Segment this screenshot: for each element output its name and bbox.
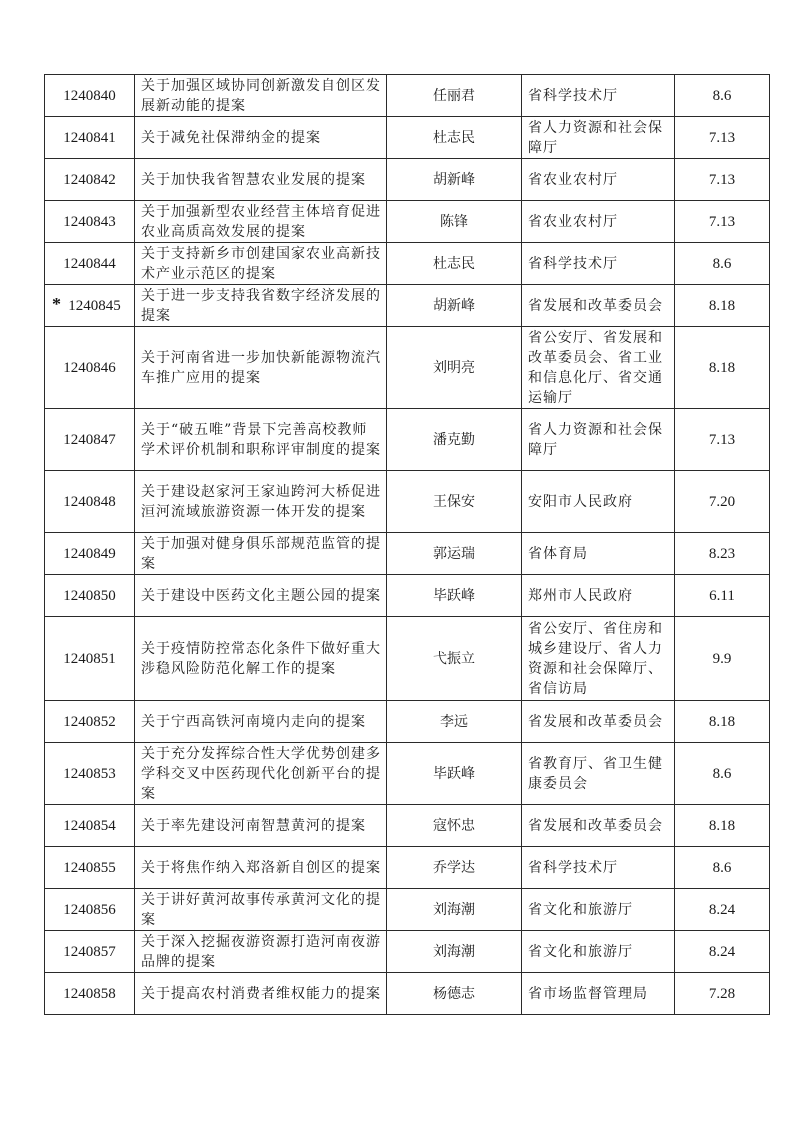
handling-unit-cell: 省教育厅、省卫生健康委员会 <box>522 743 675 805</box>
proposal-title-cell: 关于加强新型农业经营主体培育促进农业高质高效发展的提案 <box>135 201 387 243</box>
table-row <box>45 805 770 847</box>
handling-unit-cell: 安阳市人民政府 <box>522 471 675 533</box>
proposer-name-cell: 杜志民 <box>387 243 522 285</box>
proposal-number: 1240846 <box>63 359 116 376</box>
reply-date-cell: 8.18 <box>675 805 770 847</box>
proposer-name-cell: 刘明亮 <box>387 327 522 409</box>
proposal-number: 1240851 <box>63 650 116 667</box>
handling-unit-cell: 省发展和改革委员会 <box>522 285 675 327</box>
proposal-number: 1240848 <box>63 493 116 510</box>
proposal-number: 1240840 <box>63 87 116 104</box>
table-row <box>45 285 770 327</box>
handling-unit-cell: 省市场监督管理局 <box>522 973 675 1015</box>
proposal-number-cell <box>45 409 135 471</box>
proposal-number: 1240855 <box>63 859 116 876</box>
proposal-title-cell: 关于讲好黄河故事传承黄河文化的提案 <box>135 889 387 931</box>
proposal-number: 1240841 <box>63 129 116 146</box>
proposal-title-cell: 关于率先建设河南智慧黄河的提案 <box>135 805 387 847</box>
reply-date-cell: 7.13 <box>675 117 770 159</box>
reply-date-cell: 8.6 <box>675 743 770 805</box>
reply-date-cell: 8.24 <box>675 931 770 973</box>
table-row <box>45 575 770 617</box>
proposal-number: 1240857 <box>63 943 116 960</box>
proposer-name-cell: 潘克勤 <box>387 409 522 471</box>
proposal-number: 1240845 <box>68 297 121 314</box>
reply-date-cell: 8.18 <box>675 327 770 409</box>
proposal-number: 1240847 <box>63 431 116 448</box>
proposal-title-cell: 关于支持新乡市创建国家农业高新技术产业示范区的提案 <box>135 243 387 285</box>
reply-date-cell: 8.6 <box>675 75 770 117</box>
table-row <box>45 75 770 117</box>
handling-unit-cell: 郑州市人民政府 <box>522 575 675 617</box>
proposal-number: 1240852 <box>63 713 116 730</box>
proposal-title-cell: 关于加强对健身俱乐部规范监管的提案 <box>135 533 387 575</box>
proposal-number: 1240843 <box>63 213 116 230</box>
proposal-title-cell: 关于河南省进一步加快新能源物流汽车推广应用的提案 <box>135 327 387 409</box>
proposal-number: 1240853 <box>63 765 116 782</box>
proposer-name-cell: 胡新峰 <box>387 285 522 327</box>
proposal-number: 1240849 <box>63 545 116 562</box>
proposal-title-cell: 关于建设赵家河王家辿跨河大桥促进洹河流域旅游资源一体开发的提案 <box>135 471 387 533</box>
table-row <box>45 243 770 285</box>
proposal-number-cell <box>45 973 135 1015</box>
proposal-number-cell <box>45 575 135 617</box>
proposal-title-cell: 关于提高农村消费者维权能力的提案 <box>135 973 387 1015</box>
proposal-number-cell <box>45 201 135 243</box>
proposal-number-cell <box>45 617 135 701</box>
table-row <box>45 617 770 701</box>
proposal-title-cell: 关于“破五唯”背景下完善高校教师学术评价机制和职称评审制度的提案 <box>135 409 387 471</box>
reply-date-cell: 8.23 <box>675 533 770 575</box>
proposal-number-cell <box>45 159 135 201</box>
reply-date-cell: 8.18 <box>675 701 770 743</box>
handling-unit-cell: 省人力资源和社会保障厅 <box>522 409 675 471</box>
proposal-number-cell <box>45 743 135 805</box>
proposer-name-cell: 李远 <box>387 701 522 743</box>
handling-unit-cell: 省人力资源和社会保障厅 <box>522 117 675 159</box>
handling-unit-cell: 省文化和旅游厅 <box>522 889 675 931</box>
proposer-name-cell: 乔学达 <box>387 847 522 889</box>
proposal-title-cell: 关于进一步支持我省数字经济发展的提案 <box>135 285 387 327</box>
table-row <box>45 159 770 201</box>
handling-unit-cell: 省发展和改革委员会 <box>522 805 675 847</box>
proposer-name-cell: 弋振立 <box>387 617 522 701</box>
proposer-name-cell: 杜志民 <box>387 117 522 159</box>
table-row <box>45 931 770 973</box>
table-row <box>45 743 770 805</box>
key-proposal-mark: * <box>52 293 61 314</box>
reply-date-cell: 6.11 <box>675 575 770 617</box>
table-row <box>45 889 770 931</box>
table-row <box>45 973 770 1015</box>
proposal-number-cell <box>45 471 135 533</box>
proposer-name-cell: 刘海潮 <box>387 889 522 931</box>
proposal-title-cell: 关于建设中医药文化主题公园的提案 <box>135 575 387 617</box>
proposal-title-cell: 关于宁西高铁河南境内走向的提案 <box>135 701 387 743</box>
proposal-number-cell <box>45 701 135 743</box>
proposal-number: 1240858 <box>63 985 116 1002</box>
table-row <box>45 117 770 159</box>
table-row <box>45 701 770 743</box>
proposal-number-cell <box>45 327 135 409</box>
reply-date-cell: 7.28 <box>675 973 770 1015</box>
proposal-title-cell: 关于充分发挥综合性大学优势创建多学科交叉中医药现代化创新平台的提案 <box>135 743 387 805</box>
reply-date-cell: 8.6 <box>675 243 770 285</box>
proposal-title-cell: 关于深入挖掘夜游资源打造河南夜游品牌的提案 <box>135 931 387 973</box>
proposer-name-cell: 任丽君 <box>387 75 522 117</box>
proposer-name-cell: 毕跃峰 <box>387 743 522 805</box>
proposer-name-cell: 刘海潮 <box>387 931 522 973</box>
proposal-title-cell: 关于疫情防控常态化条件下做好重大涉稳风险防范化解工作的提案 <box>135 617 387 701</box>
handling-unit-cell: 省公安厅、省发展和改革委员会、省工业和信息化厅、省交通运输厅 <box>522 327 675 409</box>
proposer-name-cell: 毕跃峰 <box>387 575 522 617</box>
proposal-number: 1240850 <box>63 587 116 604</box>
proposer-name-cell: 陈锋 <box>387 201 522 243</box>
reply-date-cell: 8.6 <box>675 847 770 889</box>
proposal-table-body <box>45 75 770 1015</box>
table-row <box>45 409 770 471</box>
proposer-name-cell: 王保安 <box>387 471 522 533</box>
handling-unit-cell: 省科学技术厅 <box>522 243 675 285</box>
proposal-number-cell <box>45 847 135 889</box>
proposal-title-cell: 关于加快我省智慧农业发展的提案 <box>135 159 387 201</box>
reply-date-cell: 8.24 <box>675 889 770 931</box>
reply-date-cell: 9.9 <box>675 617 770 701</box>
proposal-table <box>44 74 770 1015</box>
proposal-title-cell: 关于加强区域协同创新激发自创区发展新动能的提案 <box>135 75 387 117</box>
handling-unit-cell: 省体育局 <box>522 533 675 575</box>
proposal-number-cell <box>45 931 135 973</box>
proposal-number-cell <box>45 805 135 847</box>
proposal-number-cell <box>45 533 135 575</box>
table-row <box>45 471 770 533</box>
handling-unit-cell: 省农业农村厅 <box>522 159 675 201</box>
proposal-number: 1240856 <box>63 901 116 918</box>
proposer-name-cell: 杨德志 <box>387 973 522 1015</box>
proposal-number: 1240854 <box>63 817 116 834</box>
proposal-number: 1240844 <box>63 255 116 272</box>
proposal-number-cell <box>45 243 135 285</box>
handling-unit-cell: 省农业农村厅 <box>522 201 675 243</box>
handling-unit-cell: 省公安厅、省住房和城乡建设厅、省人力资源和社会保障厅、省信访局 <box>522 617 675 701</box>
proposal-number: 1240842 <box>63 171 116 188</box>
proposer-name-cell: 胡新峰 <box>387 159 522 201</box>
handling-unit-cell: 省科学技术厅 <box>522 75 675 117</box>
proposal-title-cell: 关于减免社保滞纳金的提案 <box>135 117 387 159</box>
handling-unit-cell: 省科学技术厅 <box>522 847 675 889</box>
table-row <box>45 201 770 243</box>
table-row <box>45 533 770 575</box>
table-row <box>45 327 770 409</box>
reply-date-cell: 8.18 <box>675 285 770 327</box>
reply-date-cell: 7.13 <box>675 159 770 201</box>
proposer-name-cell: 郭运瑞 <box>387 533 522 575</box>
proposal-number-cell <box>45 285 135 327</box>
proposal-number-cell <box>45 117 135 159</box>
reply-date-cell: 7.13 <box>675 409 770 471</box>
proposer-name-cell: 寇怀忠 <box>387 805 522 847</box>
handling-unit-cell: 省文化和旅游厅 <box>522 931 675 973</box>
proposal-number-cell <box>45 75 135 117</box>
reply-date-cell: 7.20 <box>675 471 770 533</box>
reply-date-cell: 7.13 <box>675 201 770 243</box>
proposal-title-cell: 关于将焦作纳入郑洛新自创区的提案 <box>135 847 387 889</box>
table-row <box>45 847 770 889</box>
proposal-number-cell <box>45 889 135 931</box>
handling-unit-cell: 省发展和改革委员会 <box>522 701 675 743</box>
